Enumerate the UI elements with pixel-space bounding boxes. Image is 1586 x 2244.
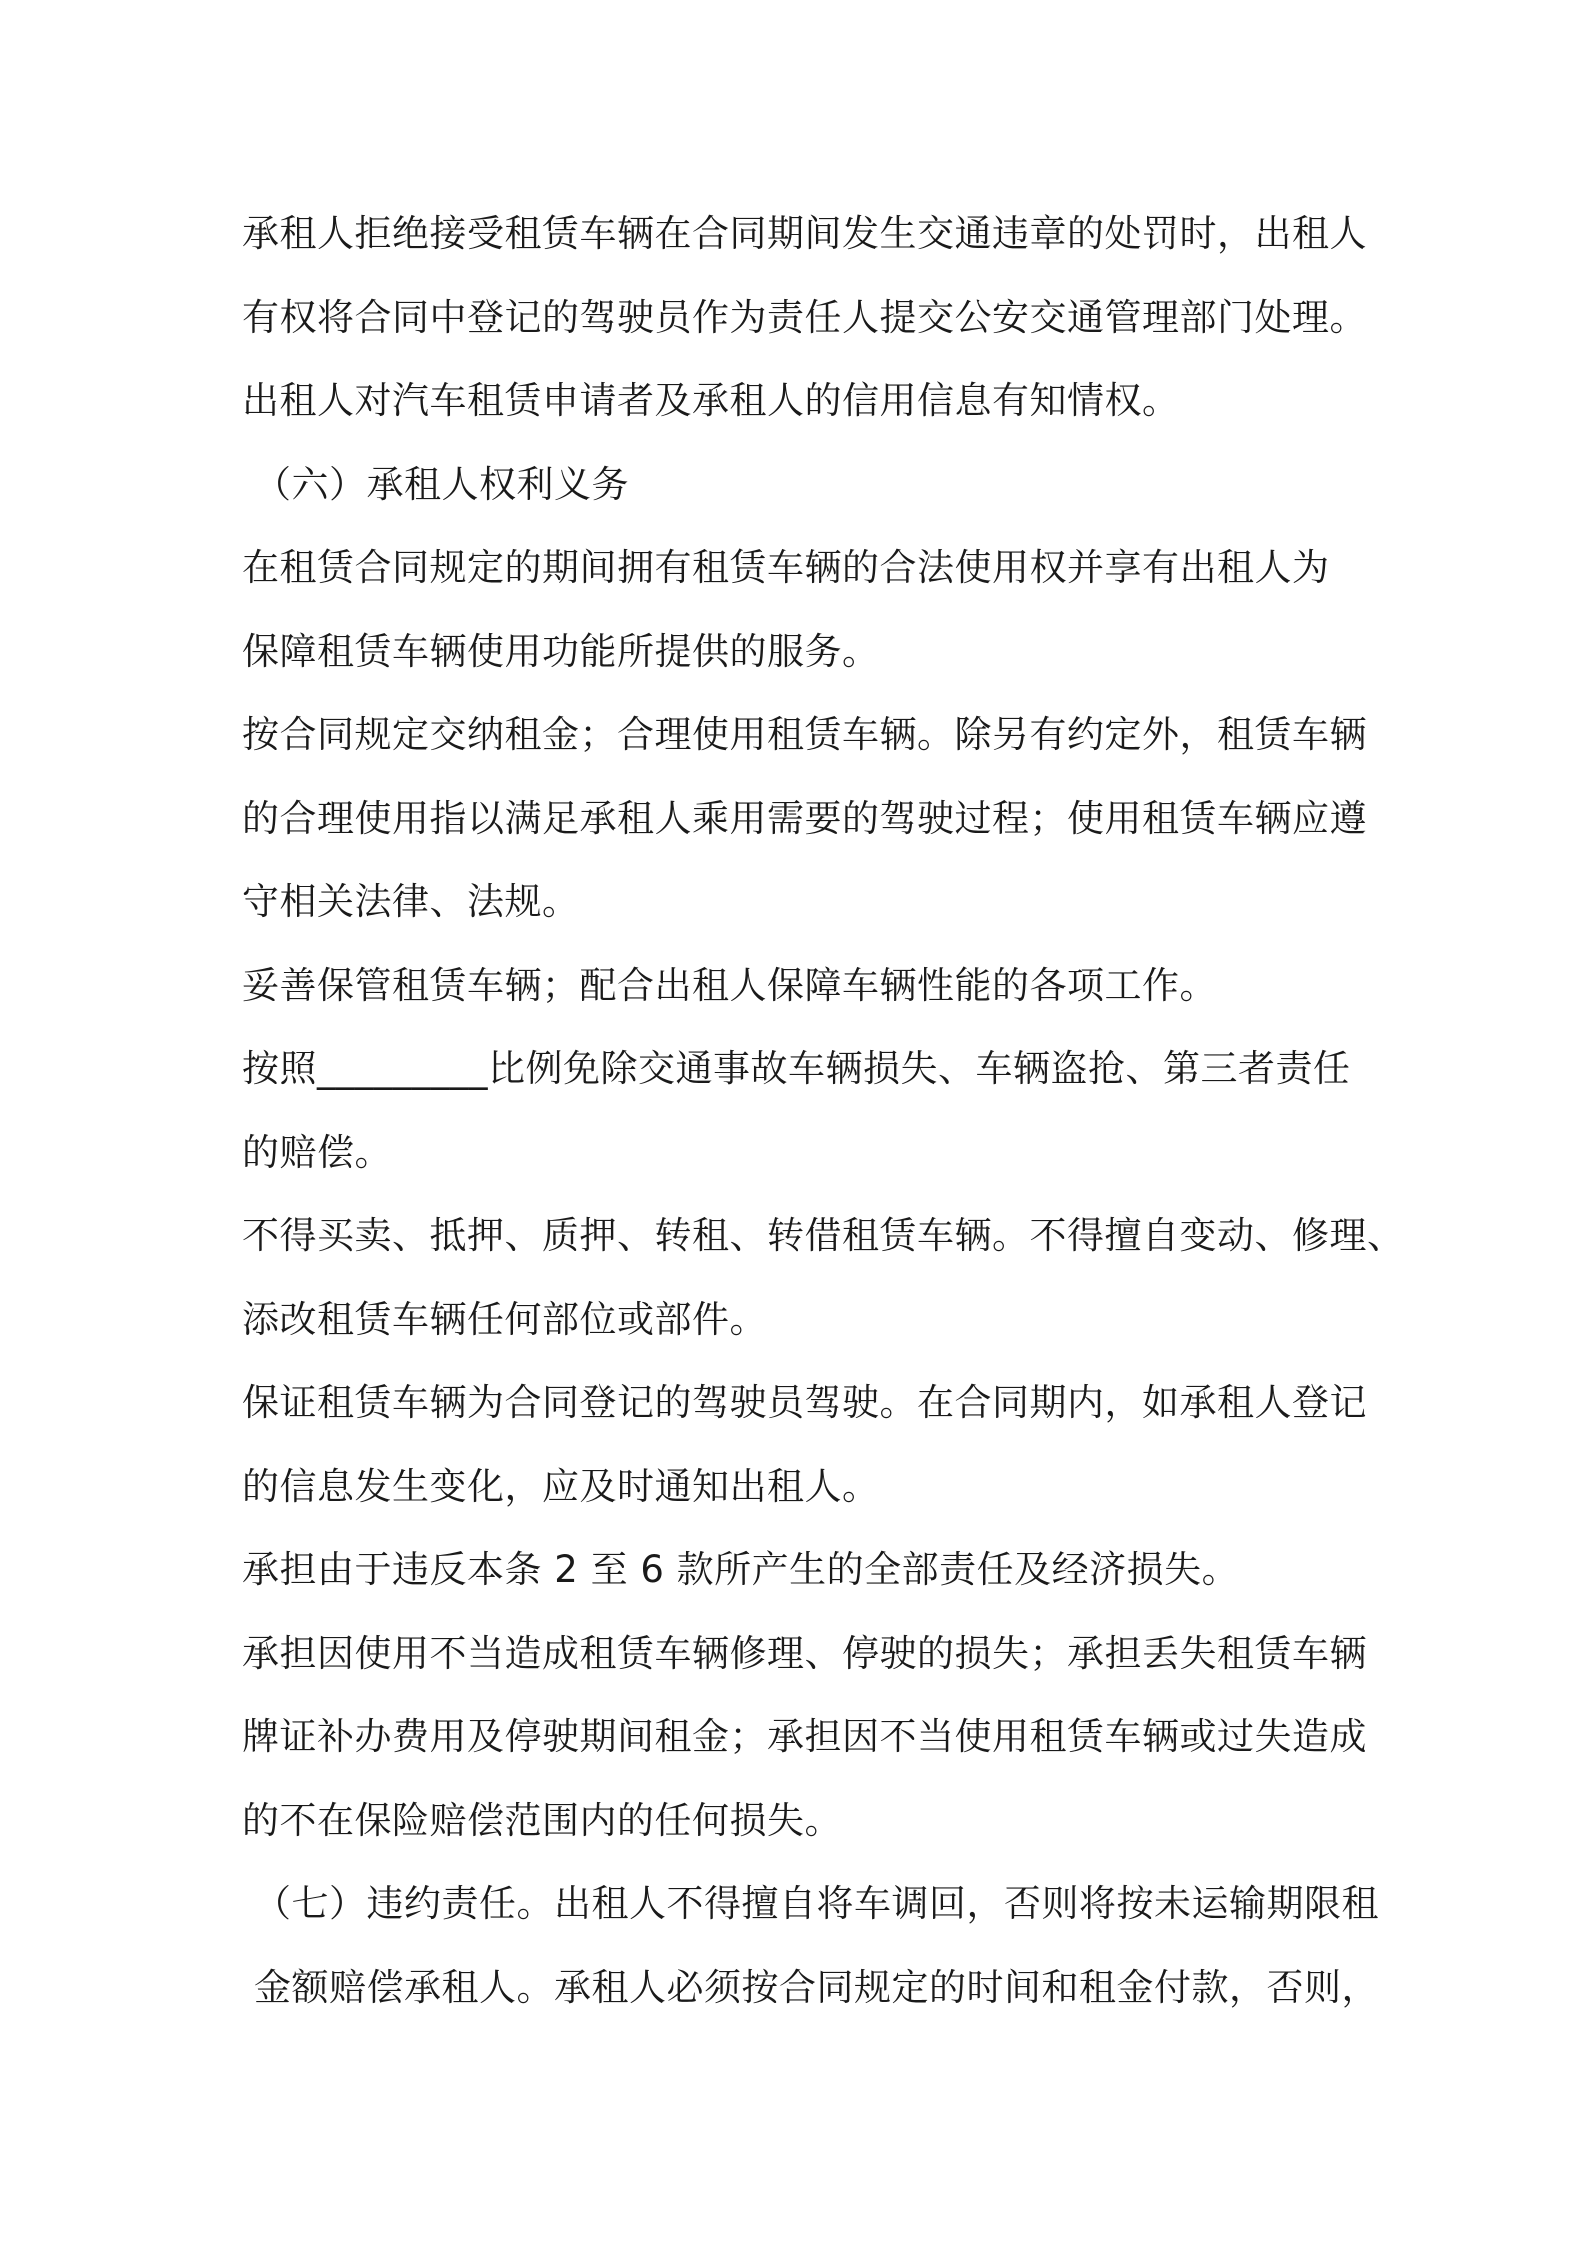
text-line: 不得买卖、抵押、质押、转租、转借租赁车辆。不得擅自变动、修理、 bbox=[242, 1214, 1405, 1257]
text-line: 承担由于违反本条 2 至 6 款所产生的全部责任及经济损失。 bbox=[242, 1548, 1240, 1591]
body-paragraph bbox=[242, 1528, 1362, 1612]
body-paragraph bbox=[242, 1194, 1405, 1361]
text-line: 有权将合同中登记的驾驶员作为责任人提交公安交通管理部门处理。 bbox=[242, 295, 1367, 339]
text-line: （七）违约责任。出租人不得擅自将车调回，否则将按未运输期限租 bbox=[254, 1882, 1379, 1925]
body-paragraph bbox=[242, 1361, 1367, 1528]
section-heading bbox=[242, 1862, 1379, 2029]
text-line: 承租人拒绝接受租赁车辆在合同期间发生交通违章的处罚时，出租人 bbox=[242, 212, 1367, 255]
text-line: 出租人对汽车租赁申请者及承租人的信用信息有知情权。 bbox=[242, 379, 1180, 422]
body-paragraph bbox=[242, 192, 1367, 359]
text-line: 承担因使用不当造成租赁车辆修理、停驶的损失；承担丢失租赁车辆 bbox=[242, 1631, 1367, 1675]
text-line: 的不在保险赔偿范围内的任何损失。 bbox=[242, 1798, 842, 1842]
text-line: 保障租赁车辆使用功能所提供的服务。 bbox=[242, 629, 880, 673]
text-line: 妥善保管租赁车辆；配合出租人保障车辆性能的各项工作。 bbox=[242, 963, 1217, 1007]
text-line: 牌证补办费用及停驶期间租金；承担因不当使用租赁车辆或过失造成 bbox=[242, 1715, 1367, 1758]
text-line: 在租赁合同规定的期间拥有租赁车辆的合法使用权并享有出租人为 bbox=[242, 546, 1330, 589]
text-line: （六）承租人权利义务 bbox=[254, 462, 629, 506]
text-line: 添改租赁车辆任何部位或部件。 bbox=[242, 1297, 767, 1341]
body-paragraph bbox=[242, 693, 1367, 944]
body-paragraph bbox=[242, 526, 1362, 693]
text-line: 按照_________比例免除交通事故车辆损失、车辆盗抢、第三者责任 bbox=[242, 1047, 1351, 1090]
text-line: 按合同规定交纳租金；合理使用租赁车辆。除另有约定外，租赁车辆 bbox=[242, 713, 1367, 756]
body-paragraph bbox=[242, 359, 1362, 443]
text-line: 守相关法律、法规。 bbox=[242, 880, 580, 923]
text-line: 保证租赁车辆为合同登记的驾驶员驾驶。在合同期内，如承租人登记 bbox=[242, 1381, 1367, 1424]
section-heading bbox=[242, 443, 1362, 527]
text-line: 金额赔偿承租人。承租人必须按合同规定的时间和租金付款，否则， bbox=[254, 1965, 1379, 2009]
document-body bbox=[242, 192, 1405, 2029]
body-paragraph bbox=[242, 1027, 1362, 1194]
body-paragraph bbox=[242, 1612, 1367, 1863]
text-line: 的信息发生变化，应及时通知出租人。 bbox=[242, 1464, 880, 1508]
text-line: 的赔偿。 bbox=[242, 1130, 392, 1174]
text-line: 的合理使用指以满足承租人乘用需要的驾驶过程；使用租赁车辆应遵 bbox=[242, 796, 1367, 840]
body-paragraph bbox=[242, 944, 1362, 1028]
